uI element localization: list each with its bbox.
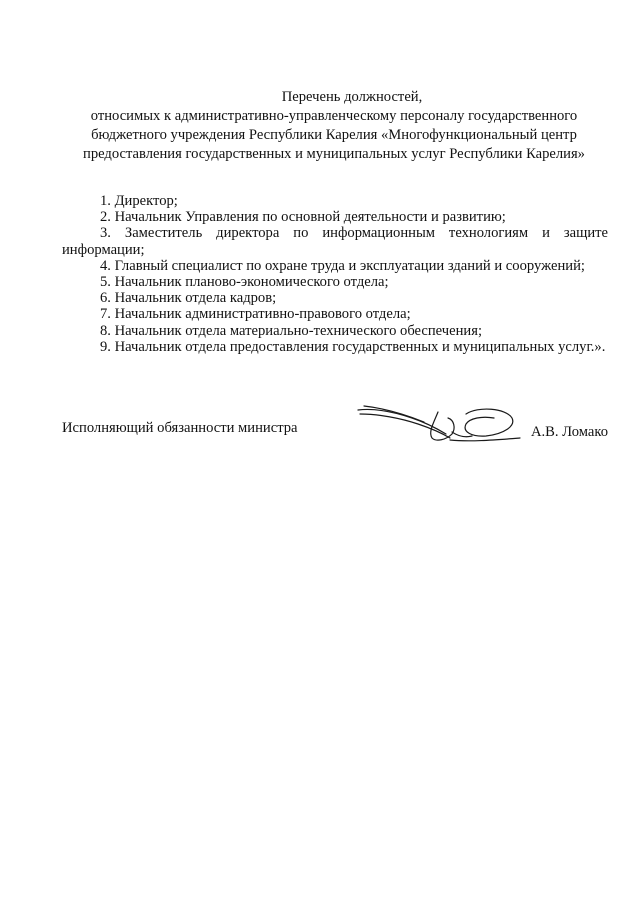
position-item: 4. Главный специалист по охране труда и эксплуатации зданий и сооружений; xyxy=(100,257,585,274)
position-item: 9. Начальник отдела предоставления государственных и муниципальных услуг.». xyxy=(100,338,606,355)
positions-list xyxy=(62,193,608,355)
document-heading xyxy=(60,88,608,164)
heading-line: бюджетного учреждения Республики Карелия «Многофункциональный центр xyxy=(91,127,577,143)
position-item: 6. Начальник отдела кадров; xyxy=(100,290,277,307)
signatory-role: Исполняющий обязанности министра xyxy=(62,420,298,436)
position-item: 7. Начальник административно-правового отдела; xyxy=(100,306,411,323)
position-item: 1. Директор; xyxy=(100,193,178,209)
handwritten-signature xyxy=(354,402,524,448)
heading-line: предоставления государственных и муниципальных услуг Республики Карелия» xyxy=(83,146,585,162)
signatory-name: А.В. Ломако xyxy=(530,424,608,440)
heading-line: относимых к административно-управленческому персоналу государственного xyxy=(90,108,578,124)
heading-line: Перечень должностей, xyxy=(281,89,423,105)
position-item: 8. Начальник отдела материально-технического обеспечения; xyxy=(100,322,483,339)
position-item: 3. Заместитель директора по информационным технологиям и защите информации; xyxy=(62,225,608,258)
position-item: 5. Начальник планово-экономического отдела; xyxy=(100,274,389,291)
signature-block xyxy=(62,416,610,456)
position-item: 2. Начальник Управления по основной деятельности и развитию; xyxy=(100,209,506,226)
